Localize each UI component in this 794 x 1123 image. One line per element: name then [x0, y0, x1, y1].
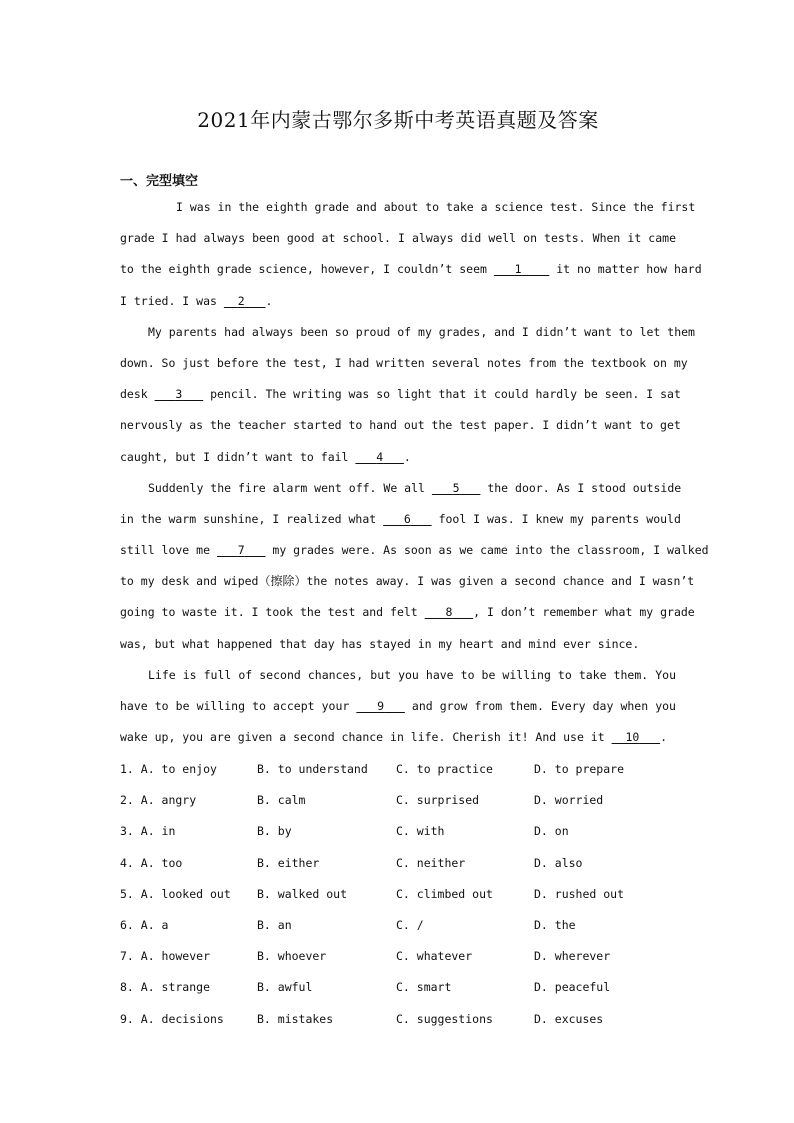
option-row-5	[120, 879, 676, 910]
option-c: C. neither	[396, 855, 466, 870]
blank-1: 1	[514, 262, 522, 277]
option-row-4	[120, 848, 676, 879]
option-a: 1. A. to enjoy	[120, 762, 217, 776]
option-b: B. calm	[257, 793, 306, 808]
option-c: C. suggestions	[396, 1011, 493, 1026]
option-b: B. by	[257, 824, 292, 839]
option-b: B. walked out	[257, 886, 348, 901]
option-row-3	[120, 816, 676, 847]
option-a: 9. A. decisions	[120, 1011, 224, 1026]
option-row-9	[120, 1004, 676, 1035]
passage-line: to my desk and wiped（擦除）the notes away. I was given a second chance and I wasn’t	[120, 574, 695, 589]
option-row-1	[120, 754, 676, 785]
option-row-6	[120, 910, 676, 941]
option-c: C. climbed out	[396, 886, 493, 901]
passage-line: caught, but I didn’t want to fail 4 .	[120, 442, 676, 473]
option-row-8	[120, 972, 676, 1003]
option-a: 5. A. looked out	[120, 886, 231, 901]
option-b: B. mistakes	[257, 1011, 334, 1026]
option-d: D. rushed out	[534, 886, 625, 901]
option-c: C. smart	[396, 980, 452, 995]
passage-line: grade I had always been good at school. I always did well on tests. When it came	[120, 231, 676, 246]
option-row-7	[120, 941, 676, 972]
option-row-2	[120, 785, 676, 816]
option-a: 3. A. in	[120, 824, 176, 839]
passage-line: My parents had always been so proud of my grades, and I didn’t want to let them	[148, 324, 695, 339]
passage-line: I tried. I was 2 .	[120, 286, 676, 317]
section-heading: 一、完型填空	[120, 174, 199, 189]
option-a: 7. A. however	[120, 949, 211, 964]
passage-line: Life is full of second chances, but you have to be willing to take them. You	[148, 667, 676, 682]
passage-line: down. So just before the test, I had written several notes from the textbook on my	[120, 355, 688, 370]
passage-line: in the warm sunshine, I realized what 6 fool I was. I knew my parents would	[120, 504, 676, 535]
blank-4: 4	[376, 449, 384, 464]
option-a: 4. A. too	[120, 855, 183, 870]
option-d: D. on	[534, 824, 569, 839]
blank-7: 7	[237, 543, 245, 558]
blank-3: 3	[175, 387, 183, 402]
option-d: D. peaceful	[534, 980, 611, 995]
option-d: D. to prepare	[534, 762, 625, 776]
passage-line: still love me 7 my grades were. As soon as we came into the classroom, I walked	[120, 535, 676, 566]
option-c: C. to practice	[396, 762, 493, 776]
passage-line: desk 3 pencil. The writing was so light that it could hardly be seen. I sat	[120, 379, 676, 410]
option-c: C. with	[396, 824, 445, 839]
passage-line: wake up, you are given a second chance in life. Cherish it! And use it 10 .	[120, 722, 676, 753]
document-title: 2021年内蒙古鄂尔多斯中考英语真题及答案	[197, 108, 599, 132]
blank-9: 9	[377, 699, 385, 713]
option-a: 6. A. a	[120, 917, 169, 932]
option-b: B. to understand	[257, 762, 368, 776]
option-a: 2. A. angry	[120, 793, 197, 808]
blank-5: 5	[452, 480, 460, 495]
passage-line: going to waste it. I took the test and felt 8 , I don’t remember what my grade	[120, 597, 676, 628]
blank-6: 6	[403, 511, 411, 526]
option-b: B. awful	[257, 980, 313, 995]
passage-line: was, but what happened that day has stayed in my heart and mind ever since.	[120, 636, 640, 651]
passage-line: nervously as the teacher started to hand out the test paper. I didn’t want to get	[120, 418, 681, 433]
answer-options	[120, 754, 676, 1035]
option-d: D. the	[534, 917, 576, 932]
option-b: B. whoever	[257, 949, 327, 964]
passage-line: Suddenly the fire alarm went off. We all 5 the door. As I stood outside	[120, 473, 676, 504]
cloze-passage	[120, 192, 709, 753]
option-d: D. wherever	[534, 949, 611, 964]
option-d: D. also	[534, 855, 583, 870]
blank-2: 2	[237, 293, 245, 308]
option-b: B. an	[257, 917, 292, 932]
option-a: 8. A. strange	[120, 980, 211, 995]
option-d: D. worried	[534, 793, 604, 808]
option-c: C. surprised	[396, 793, 480, 808]
passage-line: have to be willing to accept your 9 and grow from them. Every day when you	[120, 691, 676, 722]
option-c: C. whatever	[396, 949, 473, 964]
option-d: D. excuses	[534, 1011, 604, 1026]
option-b: B. either	[257, 855, 320, 870]
option-c: C. /	[396, 917, 424, 932]
passage-line: to the eighth grade science, however, I couldn’t seem 1 it no matter how hard	[120, 254, 676, 285]
blank-8: 8	[445, 605, 453, 620]
blank-10: 10	[625, 730, 640, 745]
passage-line: I was in the eighth grade and about to take a science test. Since the first	[176, 200, 696, 214]
